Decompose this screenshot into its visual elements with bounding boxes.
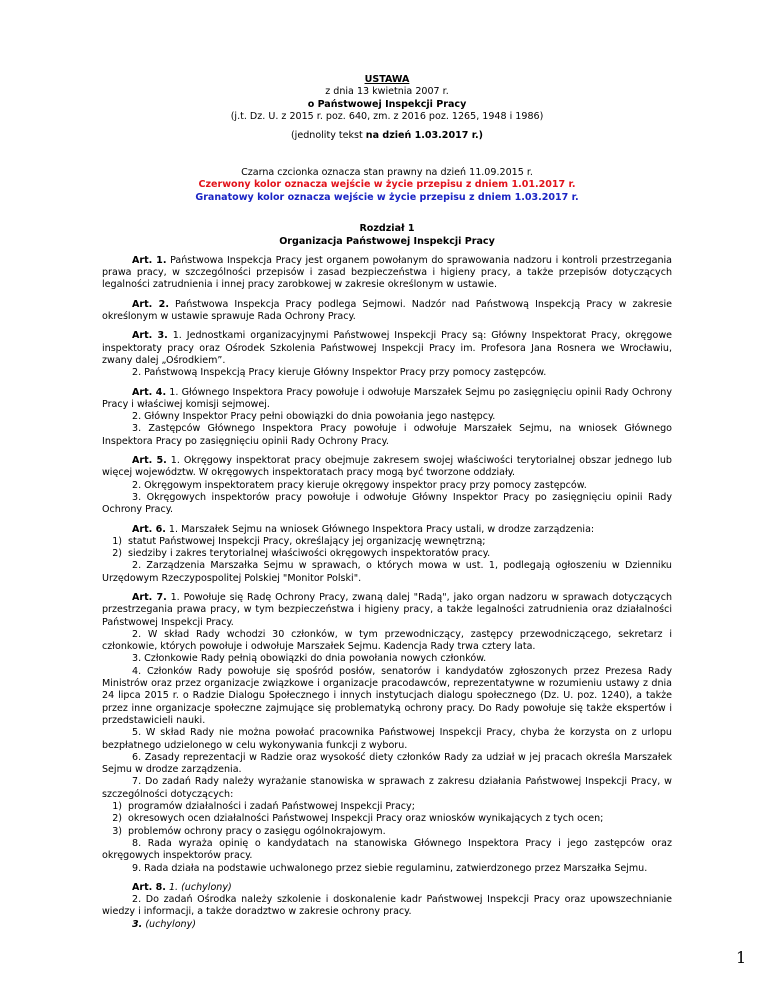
article-text: 1. Głównego Inspektora Pracy powołuje i odwołuje Marszałek Sejmu po zasięgnięciu opinii Rady Ochrony Pracy i właściwej komisji sejmowej.: [102, 386, 672, 410]
list-item: [102, 536, 672, 548]
act-title: o Państwowej Inspekcji Pracy: [307, 98, 467, 110]
article-text: 1. Powołuje się Radę Ochrony Pracy, zwaną dalej "Radą", jako organ nadzoru w sprawach dotyczących przestrzegania prawa pracy, w tym bezpieczeństwa i higieny pracy, a także legalności zatrudnienia oraz działalności Państwowej Inspekcji Pracy.: [102, 591, 672, 628]
paragraph-text: (uchylony): [142, 918, 196, 930]
consolidated-date: na dzień 1.03.2017 r.): [365, 130, 484, 142]
article-3: [102, 330, 672, 367]
chapter-number: Rozdział 1: [359, 223, 415, 235]
list-text: problemów ochrony pracy o zasięgu ogólnokrajowym.: [128, 825, 386, 837]
list-text: programów działalności i zadań Państwowej Inspekcji Pracy;: [128, 801, 415, 813]
article-label: Art. 3.: [132, 330, 168, 342]
list-number: 1): [112, 801, 122, 813]
article-8-par-2: 2. Do zadań Ośrodka należy szkolenie i doskonalenie kadr Państwowej Inspekcji Pracy oraz upowszechnianie wiedzy i informacji, a także doradztwo w zakresie ochrony pracy.: [102, 894, 672, 918]
article-label: Art. 7.: [132, 591, 167, 603]
list-number: 2): [112, 813, 122, 825]
article-8: [102, 882, 672, 894]
article-5-par-3: 3. Okręgowych inspektorów pracy powołuje i odwołuje Główny Inspektor Pracy po zasięgnięciu opinii Rady Ochrony Pracy.: [102, 491, 672, 516]
article-7-par-5: 5. W skład Rady nie można powołać pracownika Państwowej Inspekcji Pracy, chyba że korzysta on z urlopu bezpłatnego udzielonego w celu wykonywania funkcji z wyboru.: [102, 727, 672, 751]
list-item: [102, 813, 672, 825]
article-7-par-7: 7. Do zadań Rady należy wyrażanie stanowiska w sprawach z zakresu działania Państwowej Inspekcji Pracy, w szczególności dotyczących:: [102, 776, 672, 800]
article-4-par-2: 2. Główny Inspektor Pracy pełni obowiązki do dnia powołania jego następcy.: [132, 411, 496, 423]
paragraph-number: 3.: [132, 918, 143, 930]
article-label: Art. 8.: [132, 881, 166, 893]
consolidated-note: [102, 130, 672, 142]
article-6-par-2: 2. Zarządzenia Marszałka Sejmu w sprawach, o których mowa w ust. 1, podlegają ogłoszeniu w Dzienniku Urzędowym Rzeczypospolitej Polskiej "Monitor Polski".: [102, 560, 672, 584]
article-label: Art. 5.: [132, 455, 167, 467]
article-4-par-3: 3. Zastępców Głównego Inspektora Pracy powołuje i odwołuje Marszałek Sejmu, na wniosek Głównego Inspektora Pracy po zasięgnięciu opinii Rady Ochrony Pracy.: [102, 423, 672, 447]
act-reference: (j.t. Dz. U. z 2015 r. poz. 640, zm. z 2016 poz. 1265, 1948 i 1986): [230, 110, 544, 122]
document-page: [102, 74, 672, 931]
article-7-par-4: 4. Członków Rady powołuje się spośród posłów, senatorów i kandydatów zgłoszonych przez Prezesa Rady Ministrów oraz przez organizacje związkowe i organizacje pracodawców, reprezentatywne w rozumieniu ustawy z dnia 24 lipca 2015 r. o Radzie Dialogu Społecznego i innych instytucjach dialogu społecznego (Dz. U. poz. 1240), a także przez inne organizacje społeczne zajmujące się problematyką ochrony pracy. Do Rady powołuje się także ekspertów i przedstawicieli nauki.: [102, 665, 672, 726]
legend-navy: Granatowy kolor oznacza wejście w życie przepisu z dniem 1.03.2017 r.: [195, 191, 579, 203]
consolidated-prefix: (jednolity tekst: [290, 130, 366, 142]
article-7-par-8: 8. Rada wyraża opinię o kandydatach na stanowiska Głównego Inspektora Pracy i jego zastępców oraz okręgowych inspektorów pracy.: [102, 837, 672, 862]
list-number: 3): [112, 825, 122, 837]
article-label: Art. 2.: [132, 298, 169, 310]
article-7-par-9: 9. Rada działa na podstawie uchwalonego przez siebie regulaminu, zatwierdzonego przez Marszałka Sejmu.: [132, 862, 648, 874]
list-text: siedziby i zakres terytorialnej właściwości okręgowych inspektoratów pracy.: [128, 548, 491, 560]
act-date: z dnia 13 kwietnia 2007 r.: [325, 86, 449, 98]
article-label: Art. 6.: [132, 523, 166, 535]
legend-black: Czarna czcionka oznacza stan prawny na dzień 11.09.2015 r.: [241, 167, 533, 179]
list-number: 2): [112, 548, 122, 560]
list-text: okresowych ocen działalności Państwowej Inspekcji Pracy oraz wniosków wynikających z tych ocen;: [128, 813, 604, 825]
list-item: [102, 548, 672, 560]
article-3-par-2: 2. Państwową Inspekcją Pracy kieruje Główny Inspektor Pracy przy pomocy zastępców.: [132, 367, 547, 379]
article-7-par-3: 3. Członkowie Rady pełnią obowiązki do dnia powołania nowych członków.: [132, 653, 487, 665]
article-8-par-3: [102, 919, 672, 931]
article-text: 1. Marszałek Sejmu na wniosek Głównego Inspektora Pracy ustali, w drodze zarządzenia:: [165, 523, 595, 535]
article-5-par-2: 2. Okręgowym inspektoratem pracy kieruje okręgowy inspektor pracy przy pomocy zastępców.: [132, 479, 587, 491]
article-label: Art. 4.: [132, 386, 167, 398]
article-7-par-6: 6. Zasady reprezentacji w Radzie oraz wysokość diety członków Rady za udział w jej pracach określa Marszałek Sejmu w drodze zarządzenia.: [102, 751, 672, 776]
article-5: [102, 455, 672, 480]
article-7: [102, 592, 672, 629]
list-item: [102, 801, 672, 813]
article-1: [102, 255, 672, 292]
article-6: [102, 524, 672, 536]
article-text: 1. Jednostkami organizacyjnymi Państwowej Inspekcji Pracy są: Główny Inspektorat Pracy, okręgowe inspektoraty pracy oraz Ośrodek Szkolenia Państwowej Inspekcji Pracy im. Profesora Jana Rosnera we Wrocławiu, zwany dalej „Ośrodkiem”.: [102, 330, 673, 366]
article-7-par-2: 2. W skład Rady wchodzi 30 członków, w tym przewodniczący, zastępcy przewodniczącego, sekretarz i członkowie, których powołuje i odwołuje Marszałek Sejmu. Kadencja Rady trwa cztery lata.: [102, 628, 672, 653]
article-label: Art. 1.: [132, 254, 167, 266]
article-text: 1. (uchylony): [168, 881, 232, 893]
article-text: Państwowa Inspekcja Pracy podlega Sejmowi. Nadzór nad Państwową Inspekcją Pracy w zakresie określonym w ustawie sprawuje Rada Ochrony Pracy.: [102, 298, 672, 323]
article-4: [102, 387, 672, 412]
chapter-title: Organizacja Państwowej Inspekcji Pracy: [279, 235, 495, 247]
article-2: [102, 299, 672, 324]
article-text: 1. Okręgowy inspektorat pracy obejmuje zakresem swojej właściwości terytorialnej obszar jednego lub więcej województw. W okręgowych inspektoratach pracy mogą być tworzone oddziały.: [102, 455, 672, 479]
page-number: 1: [736, 948, 747, 967]
list-item: [102, 826, 672, 838]
list-number: 1): [112, 535, 122, 547]
list-text: statut Państwowej Inspekcji Pracy, określający jej organizację wewnętrzną;: [128, 535, 486, 547]
act-type: USTAWA: [364, 74, 410, 85]
legend-red: Czerwony kolor oznacza wejście w życie przepisu z dniem 1.01.2017 r.: [198, 179, 576, 191]
article-text: Państwowa Inspekcja Pracy jest organem powołanym do sprawowania nadzoru i kontroli przestrzegania prawa pracy, w szczególności przepisów i zasad bezpieczeństwa i higieny pracy, a także przepisów dotyczących legalności zatrudnienia i innej pracy zarobkowej w zakresie określonym w ustawie.: [102, 254, 672, 291]
